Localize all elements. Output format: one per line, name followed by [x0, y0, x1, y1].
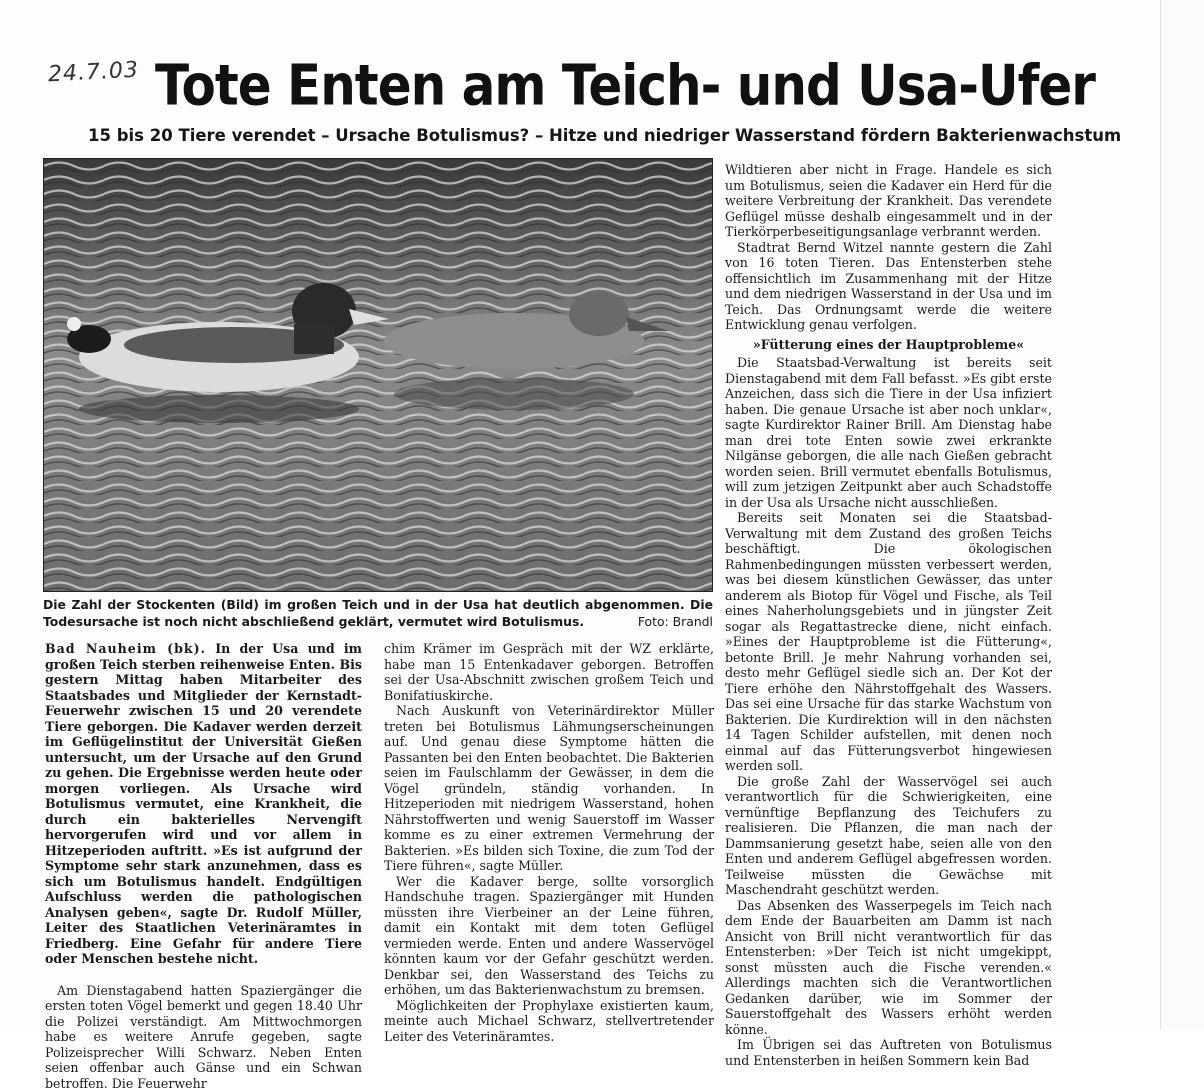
paragraph: Am Dienstagabend hatten Spaziergänger die ersten toten Vögel bemerkt und gegen 18.40 Uhr die Polizei verständigt. Am Mittwochmorgen habe es weitere Anrufe gegeben, sagte Polizeisprecher Willi Schwarz. Neben Enten seien offenbar auch Gänse und ein Schwan betroffen. Die Feuerwehr: [45, 983, 362, 1091]
paragraph: Im Übrigen sei das Auftreten von Botulismus und Entensterben in heißen Sommern kein Bad: [725, 1037, 1052, 1068]
subheadline: 15 bis 20 Tiere verendet – Ursache Botulismus? – Hitze und niedriger Wasserstand fördern Bakterienwachstum: [88, 126, 1018, 145]
lead-text: In der Usa und im großen Teich sterben reihenweise Enten. Bis gestern Mittag haben Mitarbeiter des Staatsbades und Mitglieder der Kernstadt-Feuerwehr zwischen 15 und 20 verendete Tiere geborgen. Die Kadaver werden derzeit im Geflügelinstitut der Universität Gießen untersucht, um der Ursache auf den Grund zu gehen. Die Ergebnisse werden heute oder morgen vorliegen. Als Ursache wird Botulismus vermutet, eine Krankheit, die durch ein bakterielles Nervengift hervorgerufen wird und vor allem in Hitzeperioden auftritt. »Es ist aufgrund der Symptome sehr stark anzunehmen, dass es sich um Botulismus handelt. Endgültigen Aufschluss werden die pathologischen Analysen geben«, sagte Dr. Rudolf Müller, Leiter des Staatlichen Veterinäramtes in Friedberg. Eine Gefahr für andere Tiere oder Menschen bestehe nicht.: [45, 641, 362, 966]
headline: Tote Enten am Teich- und Usa-Ufer: [155, 52, 945, 119]
paragraph: Stadtrat Bernd Witzel nannte gestern die Zahl von 16 toten Tieren. Das Entensterben stehe offensichtlich im Zusammenhang mit der Hitze und dem niedrigen Wasserstand in der Usa und im Teich. Das Ordnungsamt werde die weitere Entwicklung genau verfolgen.: [725, 240, 1052, 333]
article-column-3: [725, 162, 1052, 1068]
section-heading: »Fütterung eines der Hauptprobleme«: [725, 337, 1052, 353]
paragraph: Möglichkeiten der Prophylaxe existierten kaum, meinte auch Michael Schwarz, stellvertretender Leiter des Veterinäramtes.: [384, 998, 714, 1045]
paragraph: Wildtieren aber nicht in Frage. Handele es sich um Botulismus, seien die Kadaver ein Herd für die weitere Verbreitung der Krankheit. Das verendete Geflügel müsse deshalb eingesammelt und in der Tierkörperbeseitigungsanlage verbrannt werden.: [725, 162, 1052, 240]
ducks-photo: [43, 158, 713, 592]
paragraph: Die Staatsbad-Verwaltung ist bereits seit Dienstagabend mit dem Fall befasst. »Es gibt erste Anzeichen, dass sich die Tiere in der Usa infiziert haben. Die genaue Ursache ist aber noch unklar«, sagte Kurdirektor Rainer Brill. Am Dienstag habe man drei tote Enten sowie zwei erkrankte Nilgänse geborgen, die alle nach Gießen gebracht worden seien. Brill vermutet ebenfalls Botulismus, will zum jetzigen Zeitpunkt aber auch Schadstoffe in der Usa als Ursache nicht ausschließen.: [725, 355, 1052, 510]
photo-caption: [43, 596, 713, 630]
paragraph: chim Krämer im Gespräch mit der WZ erklärte, habe man 15 Entenkadaver geborgen. Betroffen sei der Usa-Abschnitt zwischen großem Teich und Bonifatiuskirche.: [384, 641, 714, 703]
photo-credit: Foto: Brandl: [638, 613, 713, 630]
paragraph: Nach Auskunft von Veterinärdirektor Müller treten bei Botulismus Lähmungserscheinungen auf. Und genau diese Symptome hätten die Passanten bei den Enten beobachtet. Die Bakterien seien im Faulschlamm der Gewässer, in dem die Vögel gründeln, ständig vorhanden. In Hitzeperioden mit niedrigem Wasserstand, hohen Nährstoffwerten und wenig Sauerstoff im Wasser komme es zu einer extremen Vermehrung der Bakterien. »Es bilden sich Toxine, die zum Tod der Tiere führen«, sagte Müller.: [384, 703, 714, 874]
ducks-photo-icon: [44, 159, 712, 591]
paragraph: Das Absenken des Wasserpegels im Teich nach dem Ende der Bauarbeiten am Damm ist nach Ansicht von Brill nicht verantwortlich für das Entensterben: »Der Teich ist nicht umgekippt, sonst müssten auch die Fische verenden.« Allerdings machten sich die Verantwortlichen Gedanken darüber, wie im Sommer der Sauerstoffgehalt des Wassers erhöht werden könne.: [725, 898, 1052, 1038]
paragraph: Wer die Kadaver berge, sollte vorsorglich Handschuhe tragen. Spaziergänger mit Hunden müssten ihre Vierbeiner an der Leine führen, damit ein Kontakt mit dem toten Geflügel vermieden werde. Enten und andere Wasservögel könnten kaum vor der Gefahr geschützt werden. Denkbar sei, den Wasserstand des Teichs zu erhöhen, um das Bakterienwachstum zu bremsen.: [384, 874, 714, 998]
scan-margin: [1160, 0, 1204, 1030]
article-column-1: [45, 641, 362, 1091]
dateline: Bad Nauheim (bk).: [45, 641, 206, 656]
paragraph: Bereits seit Monaten sei die Staatsbad-Verwaltung mit dem Zustand des großen Teichs beschäftigt. Die ökologischen Rahmenbedingungen müssten verbessert werden, was bei diesem künstlichen Gewässer, das unter anderem als Biotop für Vögel und Fische, als Teil eines Naherholungsgebiets und in jüngster Zeit sogar als Regattastrecke diene, nicht einfach. »Eines der Hauptprobleme ist die Fütterung«, betonte Brill. Je mehr Nahrung vorhanden sei, desto mehr Geflügel siedle sich an. Der Kot der Tiere erhöhe den Nährstoffgehalt des Wassers. Das sei eine Ursache für das starke Wachstum von Bakterien. Die Kurdirektion will in den nächsten 14 Tagen Schilder aufstellen, mit denen noch einmal auf das Fütterungsverbot hingewiesen werden soll.: [725, 510, 1052, 774]
article-lead: [45, 641, 362, 967]
article-column-2: [384, 641, 714, 1044]
caption-text: Die Zahl der Stockenten (Bild) im großen Teich und in der Usa hat deutlich abgenommen. Die Todesursache ist noch nicht abschließend geklärt, vermutet wird Botulismus.: [43, 597, 713, 629]
paragraph: Die große Zahl der Wasservögel sei auch verantwortlich für die Schwierigkeiten, eine vernünftige Bepflanzung des Teichufers zu realisieren. Die Pflanzen, die man nach der Dammsanierung gesetzt habe, seien alle von den Enten und anderem Geflügel abgefressen worden. Teilweise müssten die Gewächse mit Maschendraht geschützt werden.: [725, 774, 1052, 898]
handwritten-date: 24.7.03: [47, 58, 139, 88]
